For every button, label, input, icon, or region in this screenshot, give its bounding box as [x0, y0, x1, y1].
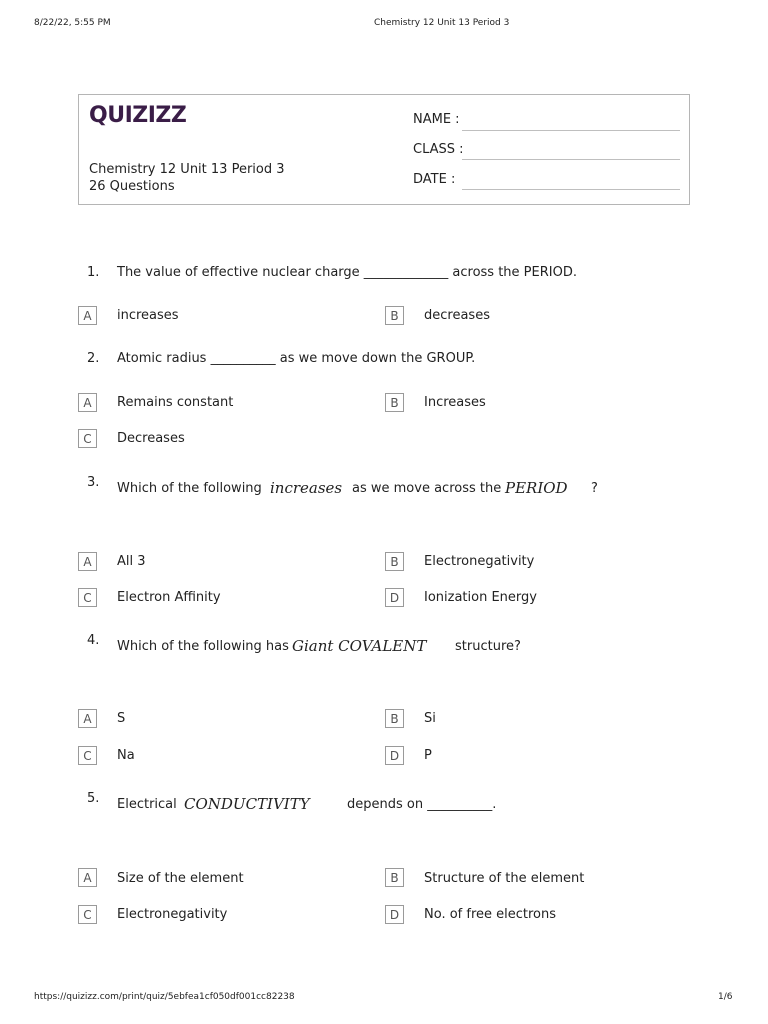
option-text: Remains constant [117, 395, 234, 410]
question-text: ? [591, 481, 598, 496]
question-text: The value of effective nuclear charge _____________ across the PERIOD. [117, 265, 577, 280]
option-letter-box[interactable]: C [78, 588, 97, 607]
question-text: Atomic radius __________ as we move down the GROUP. [117, 351, 476, 366]
option-letter-box[interactable]: B [385, 393, 404, 412]
math-expression: Giant COVALENT [292, 637, 427, 655]
question-text: structure? [455, 639, 521, 654]
question-count: 26 Questions [89, 179, 175, 194]
option-text: S [117, 711, 126, 726]
name-field-line[interactable] [462, 130, 680, 131]
option-text: increases [117, 308, 179, 323]
question-number: 2. [87, 351, 100, 366]
option-text: Si [424, 711, 436, 726]
class-field-line[interactable] [462, 159, 680, 160]
date-field-line[interactable] [462, 189, 680, 190]
option-letter-box[interactable]: B [385, 306, 404, 325]
option-letter-box[interactable]: A [78, 552, 97, 571]
question-text: as we move across the [352, 481, 502, 496]
option-text: Ionization Energy [424, 590, 537, 605]
print-url[interactable]: https://quizizz.com/print/quiz/5ebfea1cf050df001cc82238 [34, 992, 295, 1002]
option-text: All 3 [117, 554, 146, 569]
option-letter-box[interactable]: D [385, 905, 404, 924]
question-text: Which of the following has [117, 639, 289, 654]
math-expression: CONDUCTIVITY [184, 795, 310, 813]
question-text: depends on __________. [347, 797, 497, 812]
option-letter-box[interactable]: C [78, 905, 97, 924]
option-text: Electronegativity [117, 907, 228, 922]
option-letter-box[interactable]: D [385, 588, 404, 607]
name-label: NAME : [413, 112, 460, 127]
option-letter-box[interactable]: B [385, 552, 404, 571]
quiz-title: Chemistry 12 Unit 13 Period 3 [89, 162, 285, 177]
print-datetime: 8/22/22, 5:55 PM [34, 18, 111, 28]
option-letter-box[interactable]: A [78, 306, 97, 325]
option-letter-box[interactable]: A [78, 393, 97, 412]
print-doc-title: Chemistry 12 Unit 13 Period 3 [374, 18, 510, 28]
option-letter-box[interactable]: C [78, 429, 97, 448]
option-letter-box[interactable]: B [385, 868, 404, 887]
option-text: Na [117, 748, 135, 763]
quizizz-logo: QUIZIZZ [89, 103, 187, 128]
option-text: Electronegativity [424, 554, 535, 569]
question-text: Which of the following [117, 481, 262, 496]
question-number: 5. [87, 791, 100, 806]
option-letter-box[interactable]: C [78, 746, 97, 765]
option-text: P [424, 748, 432, 763]
math-expression: increases [270, 479, 343, 497]
option-letter-box[interactable]: A [78, 709, 97, 728]
question-number: 4. [87, 633, 100, 648]
date-label: DATE : [413, 172, 456, 187]
option-text: Decreases [117, 431, 185, 446]
option-text: Increases [424, 395, 486, 410]
math-expression: PERIOD [505, 479, 568, 497]
page-number: 1/6 [718, 992, 733, 1002]
option-text: No. of free electrons [424, 907, 557, 922]
option-text: Structure of the element [424, 871, 585, 886]
option-letter-box[interactable]: B [385, 709, 404, 728]
option-text: Electron Affinity [117, 590, 221, 605]
question-number: 1. [87, 265, 100, 280]
question-number: 3. [87, 475, 100, 490]
option-letter-box[interactable]: A [78, 868, 97, 887]
question-text: Electrical [117, 797, 177, 812]
option-text: decreases [424, 308, 490, 323]
quiz-header-card [78, 94, 690, 205]
option-letter-box[interactable]: D [385, 746, 404, 765]
option-text: Size of the element [117, 871, 244, 886]
class-label: CLASS : [413, 142, 464, 157]
